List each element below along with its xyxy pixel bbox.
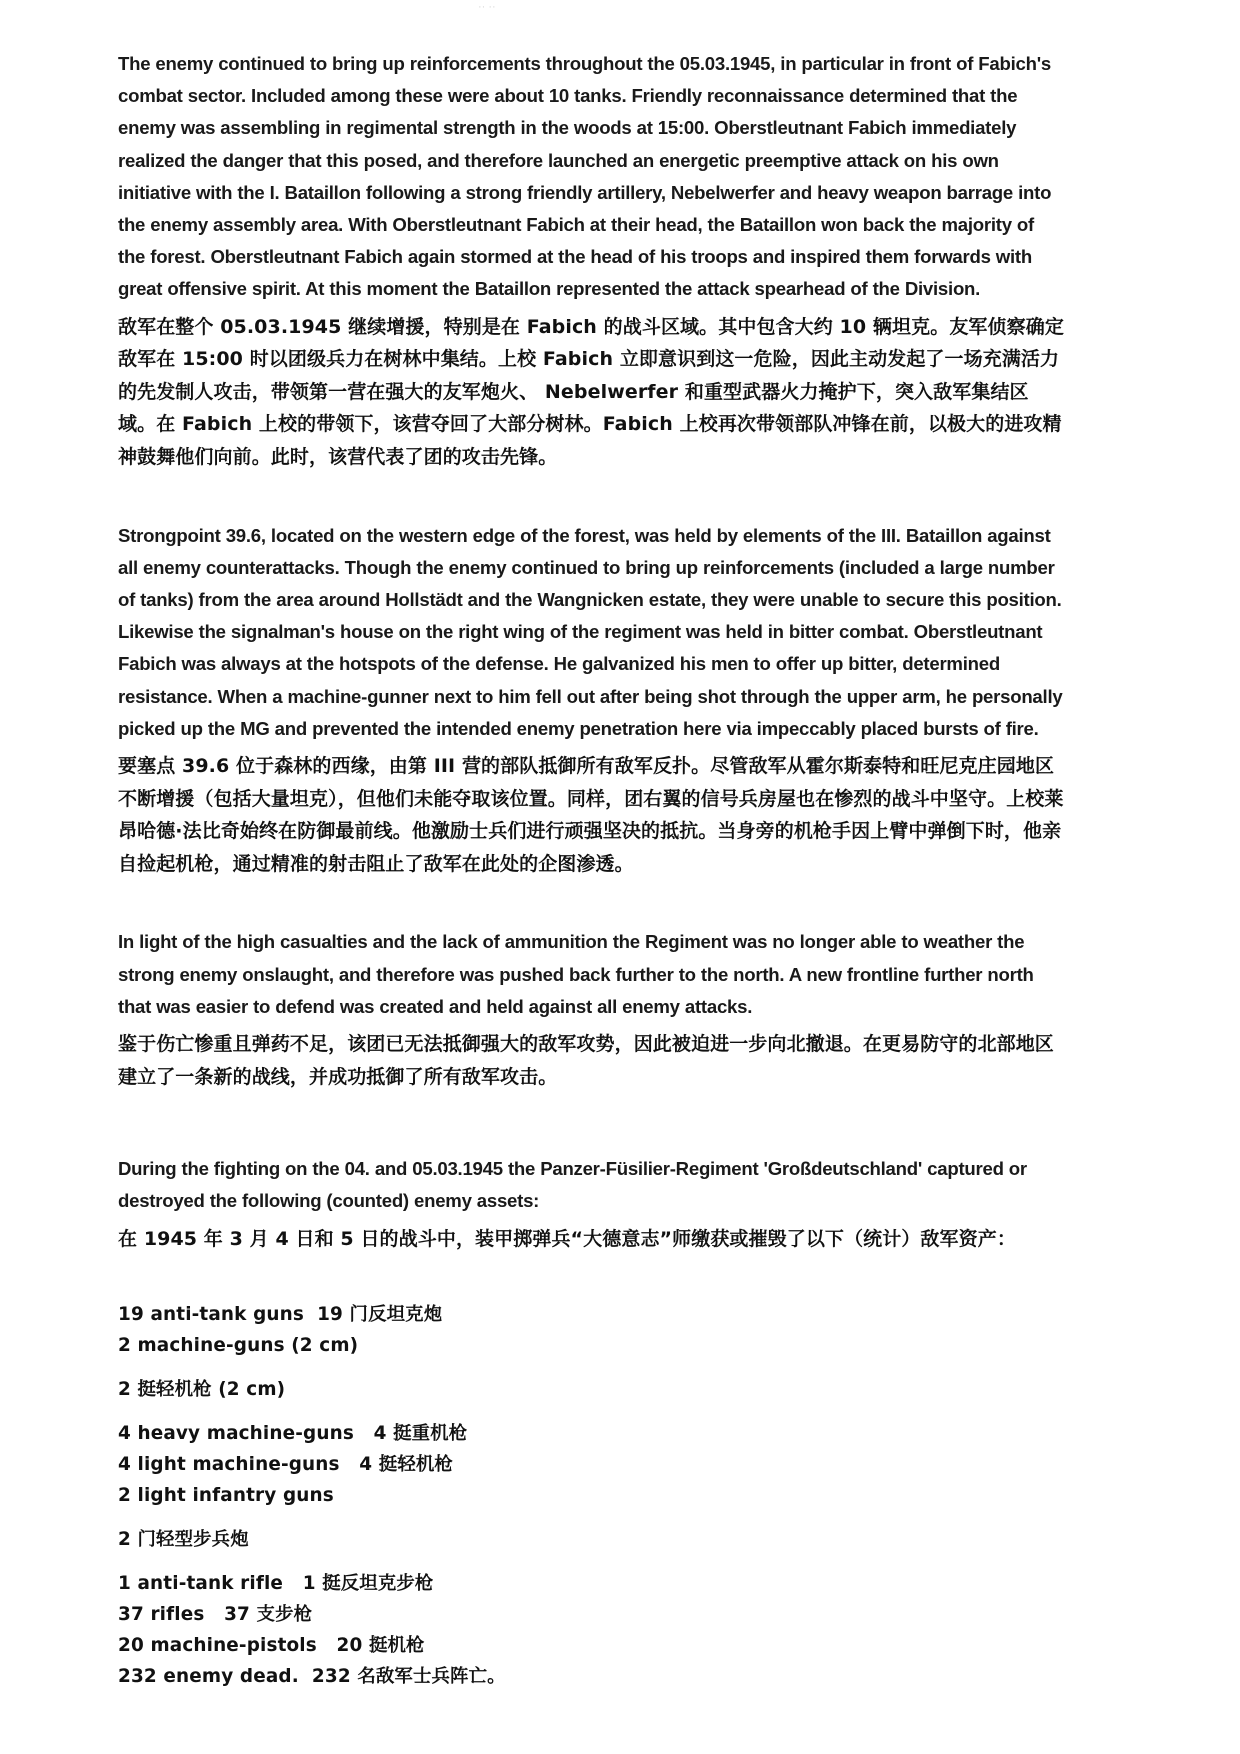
paragraph-english-4: During the fighting on the 04. and 05.03.1945 the Panzer-Füsilier-Regiment 'Großdeutschland' captured or destroyed the following (counted) enemy assets: <box>118 1158 1027 1212</box>
asset-line-item: 4 light machine-guns 4 挺轻机枪 <box>118 1454 453 1476</box>
spacer <box>118 1555 1066 1568</box>
asset-line-item: 1 anti-tank rifle 1 挺反坦克步枪 <box>118 1573 434 1595</box>
paragraph-english-2: Strongpoint 39.6, located on the western edge of the forest, was held by elements of the III. Bataillon against all enemy counterattacks. Though the enemy continued to bring up reinforcements (included a large number of tanks) from the area around Hollstädt and the Wangnicken estate, they were unable to secure this position. Likewise the signalman's house on the right wing of the regiment was held in bitter combat. Oberstleutnant Fabich was always at the hotspots of the defense. He galvanized his men to offer up bitter, determined resistance. When a machine-gunner next to him fell out after being shot through the upper arm, he personally picked up the MG and prevented the intended enemy penetration here via impeccably placed bursts of fire. <box>118 524 1063 739</box>
asset-line-item: 37 rifles 37 支步枪 <box>118 1604 313 1626</box>
spacer <box>118 1511 1066 1524</box>
spacer <box>118 1093 1066 1153</box>
asset-line-item: 2 挺轻机枪 (2 cm) <box>118 1379 286 1401</box>
asset-line-item: 2 light infantry guns <box>118 1485 334 1507</box>
spacer <box>118 880 1066 926</box>
asset-line-item: 20 machine-pistols 20 挺机枪 <box>118 1635 425 1657</box>
spacer <box>118 1361 1066 1374</box>
asset-line-item: 232 enemy dead. 232 名敌军士兵阵亡。 <box>118 1666 506 1688</box>
paragraph-english-1: The enemy continued to bring up reinforcements throughout the 05.03.1945, in particular in front of Fabich's combat sector. Included among these were about 10 tanks. Friendly reconnaissance determined that the enemy was assembling in regimental strength in the woods at 15:00. Oberstleutnant Fabich immediately realized the danger that this posed, and therefore launched an energetic preemptive attack on his own initiative with the I. Bataillon following a strong friendly artillery, Nebelwerfer and heavy weapon barrage into the enemy assembly area. With Oberstleutnant Fabich at their head, the Bataillon won back the majority of the forest. Oberstleutnant Fabich again stormed at the head of his troops and inspired them forwards with great offensive spirit. At this moment the Bataillon represented the attack spearhead of the Division. <box>118 53 1052 300</box>
paragraph-english-3: In light of the high casualties and the lack of ammunition the Regiment was no longer able to weather the strong enemy onslaught, and therefore was pushed back further to the north. A new frontline further north that was easier to defend was created and held against all enemy attacks. <box>118 931 1034 1017</box>
spacer <box>118 474 1066 520</box>
asset-line-item: 2 machine-guns (2 cm) <box>118 1335 359 1357</box>
paragraph-chinese-1: 敌军在整个 05.03.1945 继续增援，特别是在 Fabich 的战斗区域。其中包含大约 10 辆坦克。友军侦察确定敌军在 15:00 时以团级兵力在树林中集结。上校 Fabich 立即意识到这一危险，因此主动发起了一场充满活力的先发制人攻击，带领第一营在强大的友军炮火、 Nebelwerfer 和重型武器火力掩护下，突入敌军集结区域。在 Fabich 上校的带领下，该营夺回了大部分树林。Fabich 上校再次带领部队冲锋在前，以极大的进攻精神鼓舞他们向前。此时，该营代表了团的攻击先锋。 <box>118 315 1064 468</box>
paragraph-chinese-2: 要塞点 39.6 位于森林的西缘，由第 III 营的部队抵御所有敌军反扑。尽管敌军从霍尔斯泰特和旺尼克庄园地区不断增援（包括大量坦克），但他们未能夺取该位置。同样，团右翼的信号兵房屋也在惨烈的战斗中坚守。上校莱昂哈德·法比奇始终在防御最前线。他激励士兵们进行顽强坚决的抵抗。当身旁的机枪手因上臂中弹倒下时，他亲自捡起机枪，通过精准的射击阻止了敌军在此处的企图渗透。 <box>118 755 1064 875</box>
captured-assets-list <box>118 1299 1066 1692</box>
paragraph-chinese-3: 鉴于伤亡惨重且弹药不足，该团已无法抵御强大的敌军攻势，因此被迫进一步向北撤退。在更易防守的北部地区建立了一条新的战线，并成功抵御了所有敌军攻击。 <box>118 1033 1054 1088</box>
document-content <box>118 48 1066 1692</box>
asset-line-item: 19 anti-tank guns 19 门反坦克炮 <box>118 1304 443 1326</box>
faint-top-marking: ·· ·· <box>478 1 496 13</box>
spacer <box>118 1405 1066 1418</box>
asset-line-item: 2 门轻型步兵炮 <box>118 1529 249 1551</box>
paragraph-chinese-4: 在 1945 年 3 月 4 日和 5 日的战斗中，装甲掷弹兵“大德意志”师缴获或摧毁了以下（统计）敌军资产： <box>118 1227 1016 1250</box>
asset-line-item: 4 heavy machine-guns 4 挺重机枪 <box>118 1423 468 1445</box>
